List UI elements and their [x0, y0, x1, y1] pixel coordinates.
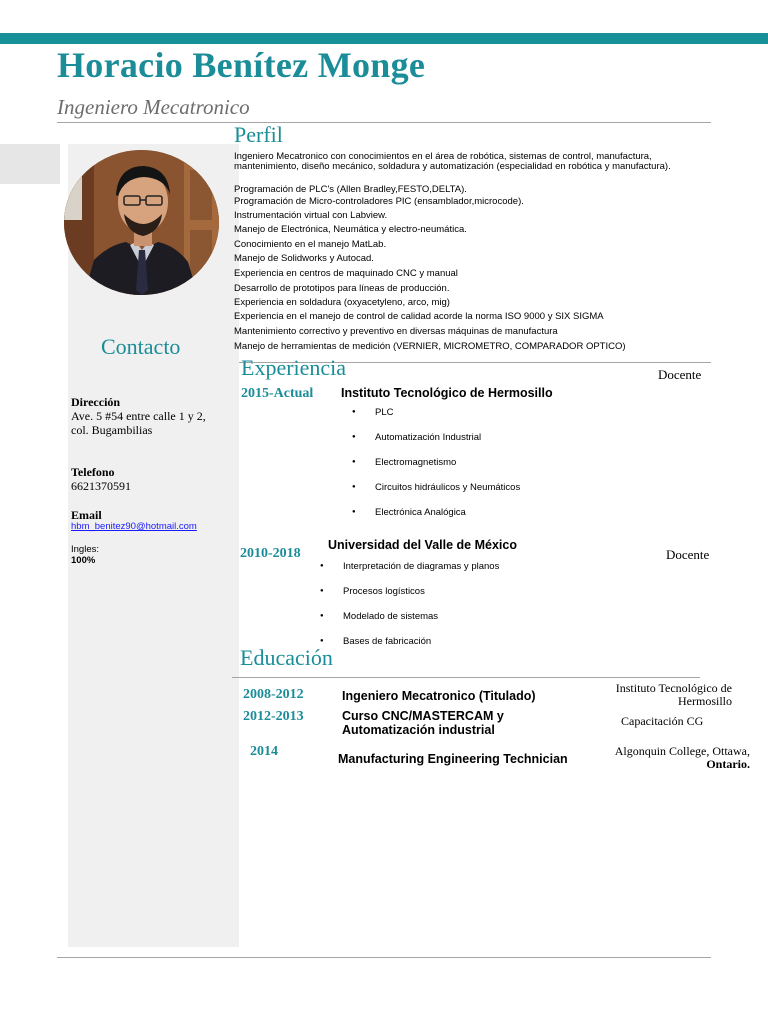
edu-institution-line: Hermosillo: [678, 694, 732, 708]
job-duty: ● Interpretación de diagramas y planos: [343, 561, 499, 572]
edu-title: Ingeniero Mecatronico (Titulado): [342, 689, 536, 703]
perfil-line: Manejo de Electrónica, Neumática y electro-neumática.: [234, 224, 467, 235]
perfil-line: Mantenimiento correctivo y preventivo en diversas máquinas de manufactura: [234, 326, 558, 337]
edu-title-line: Automatización industrial: [342, 723, 495, 737]
edu-title-line: Curso CNC/MASTERCAM y: [342, 709, 504, 723]
job-org: Universidad del Valle de México: [328, 538, 517, 552]
edu-institution-line: Instituto Tecnológico de: [615, 681, 732, 695]
job-role: Docente: [658, 367, 702, 382]
job-role: Docente: [666, 547, 710, 562]
edu-institution-line: Ontario.: [706, 757, 750, 771]
edu-title: Manufacturing Engineering Technician: [338, 752, 568, 766]
perfil-line: Ingeniero Mecatronico con conocimientos en el área de robótica, sistemas de control, manufactura,: [234, 151, 652, 162]
educacion-divider: [232, 677, 700, 678]
job-org: Instituto Tecnológico de Hermosillo: [341, 386, 553, 400]
edu-institution: Capacitación CG: [621, 714, 704, 728]
perfil-line: Desarrollo de prototipos para líneas de producción.: [234, 283, 450, 294]
perfil-heading: Perfil: [234, 122, 283, 147]
address-line-2: col. Bugambilias: [71, 423, 153, 437]
educacion-heading: Educación: [240, 645, 333, 670]
job-duty: ● Bases de fabricación: [343, 636, 431, 647]
job-duty: ● Electromagnetismo: [375, 457, 456, 468]
perfil-line: Programación de PLC's (Allen Bradley,FESTO,DELTA).: [234, 184, 467, 195]
job-duty: ● Automatización Industrial: [375, 432, 481, 443]
edu-years: 2012-2013: [243, 709, 304, 724]
job-duty: ● PLC: [375, 407, 393, 418]
phone-value: 6621370591: [71, 479, 131, 493]
experiencia-heading: Experiencia: [241, 355, 347, 380]
perfil-line: Conocimiento en el manejo MatLab.: [234, 239, 387, 250]
edu-title: [342, 709, 504, 737]
job-years: 2015-Actual: [241, 386, 314, 401]
edu-institution: [600, 745, 750, 771]
perfil-line: Programación de Micro-controladores PIC (ensamblador,microcode).: [234, 196, 524, 207]
email-label: Email: [71, 508, 102, 522]
profile-photo: [64, 150, 219, 295]
language-value: 100%: [71, 555, 96, 566]
address-line-1: Ave. 5 #54 entre calle 1 y 2,: [71, 409, 206, 423]
language-label: Ingles:: [71, 544, 99, 555]
profile-photo-icon: [64, 150, 219, 295]
contact-heading: Contacto: [101, 334, 181, 359]
candidate-title: Ingeniero Mecatronico: [57, 95, 250, 119]
side-tab-decoration: [0, 144, 60, 184]
edu-years: 2008-2012: [243, 687, 304, 702]
job-duty: ● Circuitos hidráulicos y Neumáticos: [375, 482, 520, 493]
header-divider: [57, 122, 711, 123]
job-duty: ● Electrónica Analógica: [375, 507, 466, 518]
edu-institution: [580, 682, 732, 708]
job-duty: ● Modelado de sistemas: [343, 611, 438, 622]
perfil-line: mantenimiento, diseño mecánico, soldadura y automatización (especialidad en robótica y manufactura).: [234, 161, 671, 172]
job-years: 2010-2018: [240, 546, 301, 561]
email-link[interactable]: hbm_benitez90@hotmail.com: [71, 521, 197, 532]
edu-institution-line: Algonquin College, Ottawa,: [614, 744, 750, 758]
top-accent-bar: [0, 33, 768, 44]
perfil-line: Manejo de Solidworks y Autocad.: [234, 253, 374, 264]
job-duty: ● Procesos logísticos: [343, 586, 425, 597]
edu-years: 2014: [250, 744, 278, 759]
perfil-line: Experiencia en centros de maquinado CNC y manual: [234, 268, 458, 279]
phone-label: Telefono: [71, 465, 115, 479]
candidate-name: Horacio Benítez Monge: [57, 45, 426, 85]
perfil-line: Instrumentación virtual con Labview.: [234, 210, 388, 221]
perfil-line: Experiencia en soldadura (oxyacetyleno, arco, mig): [234, 297, 450, 308]
perfil-line: Experiencia en el manejo de control de calidad acorde la norma ISO 9000 y SIX SIGMA: [234, 311, 604, 322]
perfil-line: Manejo de herramientas de medición (VERNIER, MICROMETRO, COMPARADOR OPTICO): [234, 341, 626, 352]
address-label: Dirección: [71, 395, 121, 409]
footer-divider: [57, 957, 711, 958]
